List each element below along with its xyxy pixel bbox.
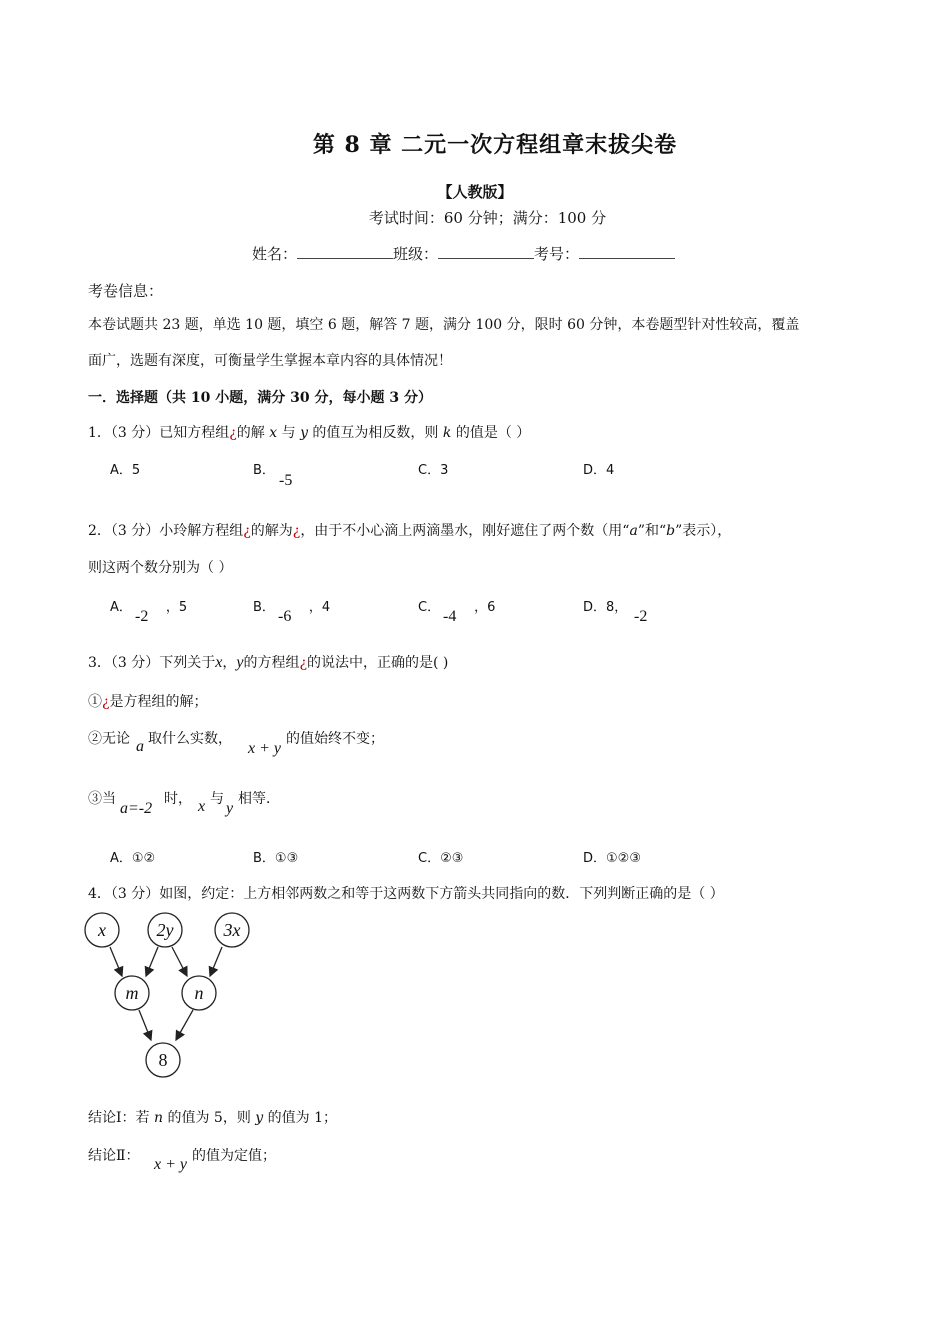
q3-option-c[interactable]: C．②③: [418, 851, 464, 866]
q3-statement-3-x: [198, 798, 205, 816]
var-y: y: [236, 654, 244, 671]
var-b: b: [666, 523, 676, 539]
question-score: （3 分）: [110, 886, 160, 902]
q2-equation-glyph: ¿: [243, 523, 251, 539]
exam-no-label: 考号：: [534, 245, 580, 263]
node-label-top-3: 3x: [223, 920, 241, 940]
var-x: x: [198, 798, 206, 815]
var-a: a: [136, 738, 144, 755]
q1-option-d[interactable]: D．4: [583, 463, 615, 478]
q1-text: 的解: [236, 425, 270, 441]
q3-text: 的说法中，正确的是( ): [307, 655, 449, 671]
expression: x + y: [248, 740, 281, 757]
var-a: a: [629, 523, 638, 539]
question-score: （3 分）: [110, 425, 160, 441]
exam-no-blank: [579, 246, 675, 259]
question-score: （3 分）: [110, 523, 160, 539]
q4-text: 如图，约定：上方相邻两数之和等于这两数下方箭头共同指向的数．下列判断正确的是（ ）: [159, 886, 724, 902]
var-n: n: [153, 1110, 164, 1126]
var-y: y: [226, 800, 234, 817]
question-number: 4．: [88, 886, 111, 902]
var-x: x: [215, 654, 223, 671]
q3-option-a[interactable]: A．①②: [110, 851, 156, 866]
q3-text: 的方程组: [243, 655, 300, 671]
question-2: [88, 520, 731, 540]
question-number: 3．: [88, 655, 111, 671]
option-tail: ，5: [165, 600, 188, 615]
expression: x + y: [154, 1156, 187, 1173]
q2-option-c-value: -4: [443, 608, 457, 625]
q3-text: ，: [222, 655, 237, 671]
q3-statement-3-expr: [120, 800, 152, 818]
q2-text: 的解为: [250, 523, 293, 539]
q1-text: 的值是（ ）: [451, 425, 531, 441]
q3-equation-glyph: ¿: [299, 655, 308, 671]
class-label: 班级：: [393, 245, 439, 263]
info-label: 考卷信息：: [88, 282, 164, 300]
q2-option-a[interactable]: [110, 596, 187, 615]
option-label: A．: [110, 600, 132, 615]
question-4: [88, 883, 724, 903]
q1-equation-glyph: ¿: [229, 425, 237, 441]
q1-text: 的值互为相反数，则: [307, 425, 443, 441]
q3-statement-2-expr: [248, 740, 281, 758]
q3-statement-2-var-a: [136, 738, 144, 756]
q2-text: ”表示），: [675, 523, 732, 539]
question-3: [88, 652, 448, 672]
q2-option-b[interactable]: [253, 596, 330, 615]
q3-statement-2-prefix: ②无论: [88, 731, 130, 747]
q3-statement-1: [88, 691, 208, 711]
section-heading: 一．选择题（共 10 小题，满分 30 分，每小题 3 分）: [88, 390, 432, 406]
q2-text: ”和“: [637, 523, 667, 539]
name-label: 姓名：: [252, 245, 298, 263]
q3-statement-2-post: 的值始终不变；: [286, 731, 384, 747]
arrow-2y-to-m: [146, 947, 158, 976]
node-label-middle-2: n: [194, 983, 204, 1003]
question-2-line-2: 则这两个数分别为（ ）: [88, 560, 233, 576]
arrow-3x-to-n: [210, 947, 222, 976]
node-label-top-2: 2y: [156, 920, 174, 940]
q3-statement-3-with: 与: [210, 791, 224, 807]
q3-option-b[interactable]: B．①③: [253, 851, 299, 866]
conclusion-text: 的值为 5，则: [163, 1110, 256, 1126]
var-k: k: [442, 425, 452, 441]
q3-statement-3-mid: 时，: [164, 791, 192, 807]
q2-solution-glyph: ¿: [292, 523, 301, 539]
q1-text: 已知方程组: [159, 425, 230, 441]
option-tail: ，4: [308, 600, 331, 615]
var-y: y: [255, 1110, 264, 1126]
q2-option-d[interactable]: D．8，: [583, 600, 628, 615]
class-blank: [438, 246, 534, 259]
q1-option-c[interactable]: C．3: [418, 463, 449, 478]
q4-conclusion-2-expr: [154, 1156, 187, 1174]
exam-time: 考试时间：60 分钟；满分：100 分: [368, 209, 607, 227]
var-y: y: [300, 425, 308, 441]
conclusion-text: 的值为 1；: [263, 1110, 338, 1126]
arrow-2y-to-n: [172, 947, 187, 976]
name-blank: [297, 246, 393, 259]
q2-option-a-value: -2: [135, 608, 149, 625]
option-tail: ，6: [474, 600, 496, 615]
arrow-sum-diagram: [80, 908, 260, 1083]
node-label-top-1: x: [98, 920, 106, 940]
q4-conclusion-1: [88, 1107, 337, 1127]
q3-statement-2-mid: 取什么实数，: [148, 731, 232, 747]
q2-option-b-value: -6: [278, 608, 292, 625]
statement-text: 是方程组的解；: [109, 694, 208, 710]
var-x: x: [269, 425, 278, 441]
info-line-2: 面广，选题有深度，可衡量学生掌握本章内容的具体情况！: [88, 353, 452, 369]
q1-option-a[interactable]: A．5: [110, 463, 141, 478]
page-title: 第 8 章 二元一次方程组章末拔尖卷: [312, 132, 678, 158]
question-1: [88, 422, 530, 442]
q3-statement-3-prefix: ③当: [88, 791, 116, 807]
q4-conclusion-2-post: 的值为定值；: [192, 1148, 276, 1164]
edition-label: 【人教版】: [437, 183, 513, 201]
question-number: 2．: [88, 523, 111, 539]
arrow-m-to-8: [139, 1010, 151, 1040]
q1-option-b[interactable]: B．: [253, 463, 275, 478]
statement-marker: ①: [88, 694, 102, 710]
node-label-bottom: 8: [158, 1050, 168, 1070]
q2-option-d-value: -2: [634, 608, 648, 625]
q2-option-c[interactable]: [418, 596, 495, 615]
q2-text: ，由于不小心滴上两滴墨水，刚好遮住了两个数（用“: [300, 523, 630, 539]
question-number: 1．: [88, 425, 111, 441]
expression: a=-2: [120, 800, 153, 817]
question-score: （3 分）: [110, 655, 160, 671]
q1-text: 与: [277, 425, 301, 441]
conclusion-text: 结论Ⅰ：若: [88, 1110, 154, 1126]
q3-text: 下列关于: [159, 655, 216, 671]
info-line-1: 本卷试题共 23 题，单选 10 题，填空 6 题，解答 7 题，满分 100 分，限时 60 分钟，本卷题型针对性较高，覆盖: [88, 317, 800, 333]
q3-option-d[interactable]: D．①②③: [583, 851, 641, 866]
q2-text: 小玲解方程组: [159, 523, 244, 539]
q3-statement-3-post: 相等．: [238, 791, 280, 807]
q3-statement-3-y: [226, 800, 233, 818]
q4-conclusion-2-prefix: 结论Ⅱ：: [88, 1148, 140, 1164]
option-label: B．: [253, 600, 275, 615]
arrow-n-to-8: [176, 1010, 193, 1040]
node-label-middle-1: m: [125, 983, 139, 1003]
option-label: C．: [418, 600, 441, 615]
q3-statement-glyph: ¿: [102, 694, 110, 710]
arrow-x-to-m: [110, 947, 122, 976]
q1-option-b-value: -5: [279, 472, 293, 489]
student-info-row: [252, 243, 675, 264]
